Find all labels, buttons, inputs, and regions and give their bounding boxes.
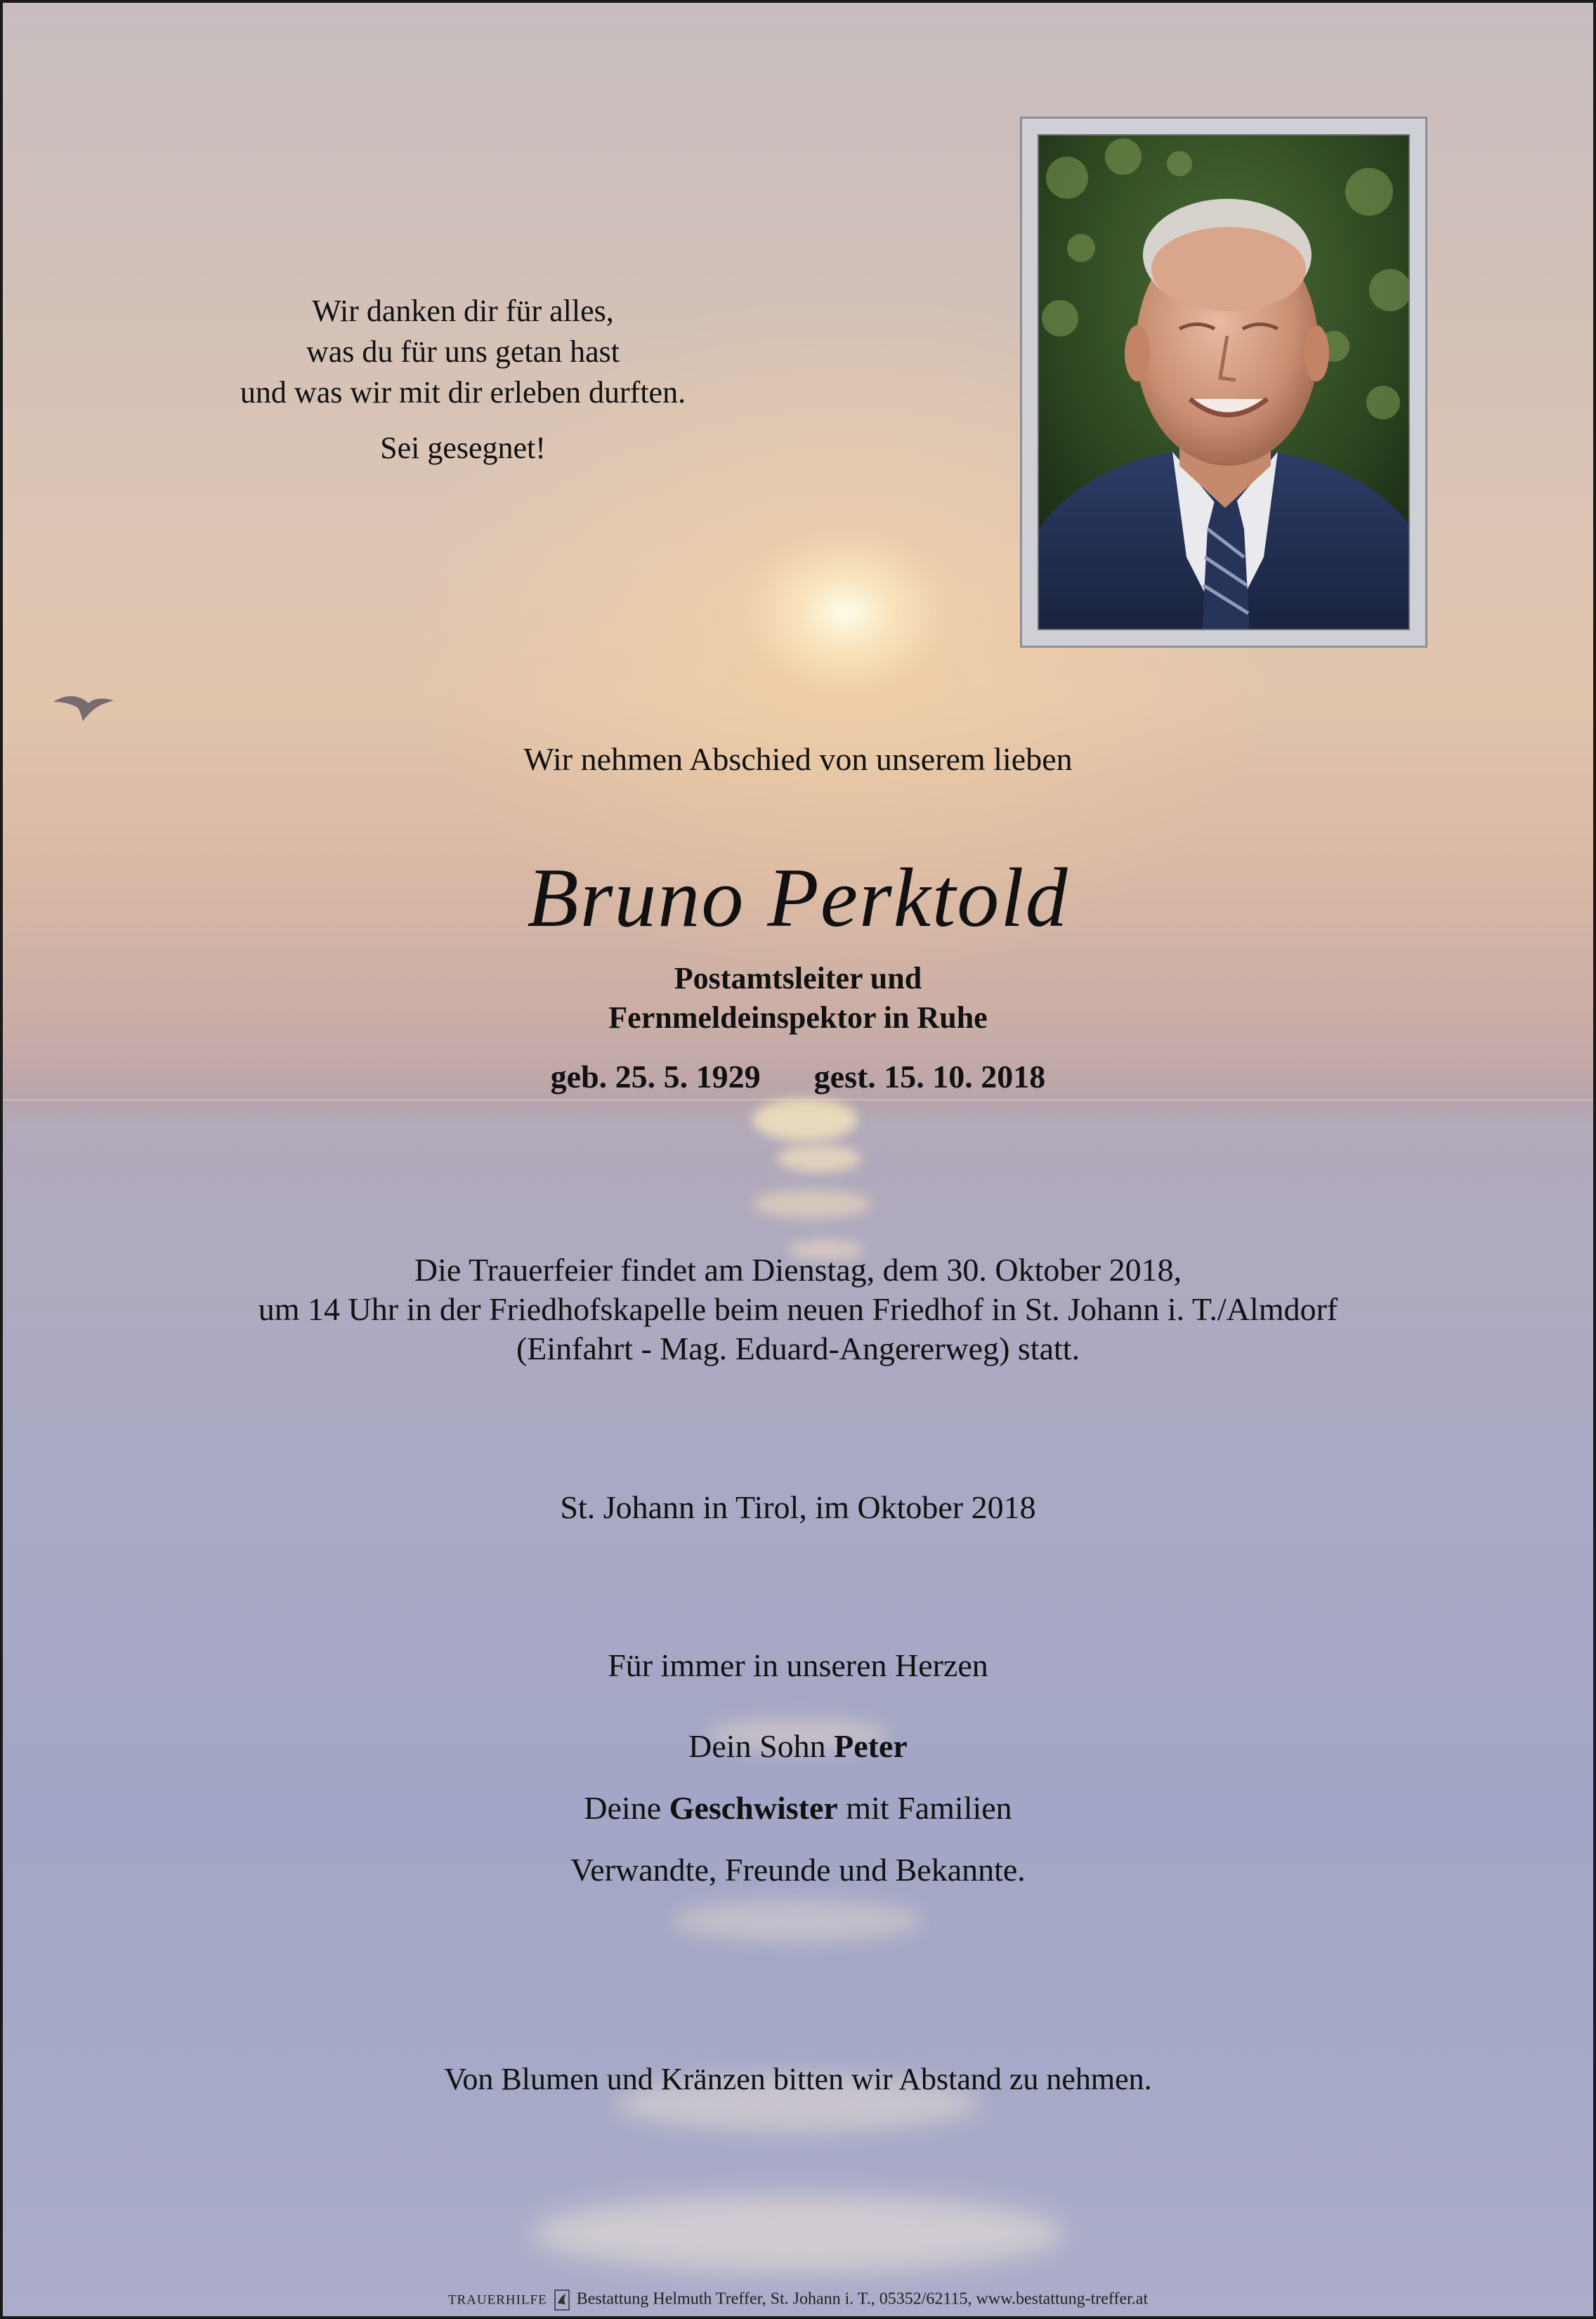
place-date: St. Johann in Tirol, im Oktober 2018 (560, 1489, 1036, 1525)
quote-line-2: was du für uns getan hast (306, 334, 620, 369)
mourners-heading: Für immer in unseren Herzen (608, 1647, 988, 1683)
mourner-son-name: Peter (834, 1728, 908, 1764)
photo-frame (1020, 117, 1427, 648)
mourner-son-prefix: Dein Sohn (688, 1728, 835, 1764)
footer-text: Bestattung Helmuth Treffer, St. Johann i. T., 05352/62115, www.bestattung-treffer.at (576, 2289, 1149, 2308)
footer-brand: TRAUERHILFE (447, 2292, 547, 2308)
flowers-request: Von Blumen und Kränzen bitten wir Abstand zu nehmen. (444, 2062, 1152, 2096)
footer (3, 2289, 1593, 2311)
mourner-siblings-prefix: Deine (584, 1790, 669, 1826)
ceremony-line-1: Die Trauerfeier findet am Dienstag, dem 30. Oktober 2018, (414, 1252, 1182, 1288)
death-date: gest. 15. 10. 2018 (813, 1059, 1046, 1095)
quote-line-1: Wir danken dir für alles, (312, 294, 614, 328)
portrait-photo (1038, 134, 1410, 630)
life-dates (3, 1058, 1593, 1095)
blessing-text: Sei gesegnet! (380, 431, 546, 465)
deceased-name: Bruno Perktold (527, 851, 1069, 944)
mourner-siblings-suffix: mit Familien (837, 1790, 1012, 1826)
bird-icon (52, 688, 115, 723)
mourner-relatives: Verwandte, Freunde und Bekannte. (570, 1852, 1026, 1888)
ceremony-line-2: um 14 Uhr in der Friedhofskapelle beim neuen Friedhof in St. Johann i. T./Almdorf (258, 1291, 1338, 1327)
birth-date: geb. 25. 5. 1929 (550, 1059, 761, 1095)
mourner-son (3, 1727, 1593, 1765)
portrait-photo-icon (1039, 136, 1410, 630)
mourner-siblings-name: Geschwister (669, 1790, 838, 1826)
quote-line-3: und was wir mit dir erleben durften. (240, 375, 686, 410)
deceased-title-line-1: Postamtsleiter und (674, 961, 922, 995)
dove-logo-icon (554, 2289, 570, 2311)
mourner-siblings (3, 1789, 1593, 1827)
farewell-intro: Wir nehmen Abschied von unserem lieben (523, 741, 1073, 777)
ceremony-line-3: (Einfahrt - Mag. Eduard-Angererweg) statt. (516, 1331, 1080, 1366)
deceased-title-line-2: Fernmeldeinspektor in Ruhe (608, 1000, 988, 1035)
